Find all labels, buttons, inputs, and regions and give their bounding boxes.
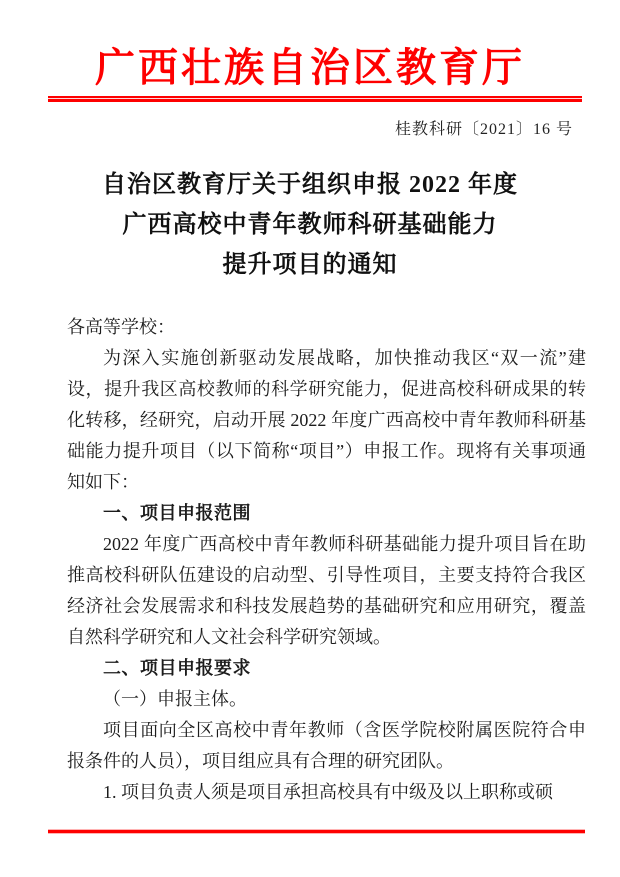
body-heading: 一、项目申报范围 <box>103 503 251 523</box>
body-paragraph: 2022 年度广西高校中青年教师科研基础能力提升项目旨在助推高校科研队伍建设的启动型、引导性项目，主要支持符合我区经济社会发展需求和科技发展趋势的基础研究和应用研究，覆盖自然科学研究和人文社会科学研究领域。 <box>67 534 586 647</box>
footer-rule <box>48 829 585 834</box>
document-title <box>0 165 620 285</box>
document-body <box>67 312 586 808</box>
body-paragraph: 为深入实施创新驱动发展战略，加快推动我区“双一流”建设，提升我区高校教师的科学研究能力，促进高校科研成果的转化转移，经研究，启动开展 2022 年度广西高校中青年教师科研基础能力提升项目（以下简称“项目”）申报工作。现将有关事项通知如下： <box>67 348 586 492</box>
doc-number: 桂教科研〔2021〕16 号 <box>394 121 573 138</box>
document-title-line-1: 自治区教育厅关于组织申报 2022 年度 <box>102 172 518 198</box>
body-salutation: 各高等学校： <box>67 317 175 337</box>
header-rule <box>48 96 582 102</box>
body-paragraph: 1. 项目负责人须是项目承担高校具有中级及以上职称或硕 <box>103 782 553 802</box>
agency-title: 广西壮族自治区教育厅 <box>95 45 525 90</box>
document-title-line-3: 提升项目的通知 <box>222 252 398 278</box>
body-heading: 二、项目申报要求 <box>103 658 251 678</box>
body-subheading: （一）申报主体。 <box>103 689 247 709</box>
document-title-line-2: 广西高校中青年教师科研基础能力 <box>122 212 498 238</box>
body-paragraph: 项目面向全区高校中青年教师（含医学院校附属医院符合申报条件的人员），项目组应具有合理的研究团队。 <box>67 720 586 771</box>
